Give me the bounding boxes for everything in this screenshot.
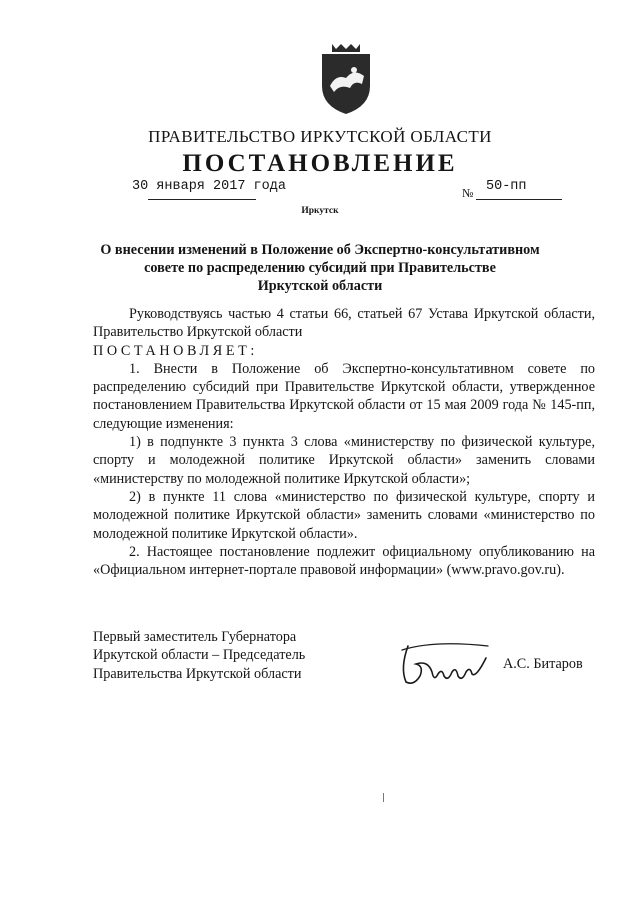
number-sign: № bbox=[462, 186, 474, 200]
number-underline bbox=[476, 199, 562, 200]
date-underline bbox=[148, 199, 256, 200]
decree-number: 50-пп bbox=[486, 179, 527, 194]
subitem-paragraph: 2) в пункте 11 слова «министерство по физической культуре, спорту и молодежной политике Иркутской области» заменить словами «министерство по молодежной политике Иркутской области». bbox=[93, 488, 595, 542]
decree-subject bbox=[96, 241, 544, 295]
city-name: Иркутск bbox=[301, 206, 339, 216]
position-line: Правительства Иркутской области bbox=[93, 665, 302, 682]
subject-line: совете по распределению субсидий при Правительстве bbox=[144, 260, 496, 276]
position-line: Иркутской области – Председатель bbox=[93, 647, 306, 664]
decree-body bbox=[93, 305, 595, 579]
government-name: ПРАВИТЕЛЬСТВО ИРКУТСКОЙ ОБЛАСТИ bbox=[148, 127, 492, 146]
signer-position bbox=[93, 628, 305, 683]
signer-name: А.С. Битаров bbox=[503, 656, 583, 672]
subject-line: О внесении изменений в Положение об Экспертно-консультативном bbox=[100, 242, 540, 258]
subject-line: Иркутской области bbox=[257, 278, 383, 294]
handwritten-signature-icon bbox=[394, 638, 490, 688]
position-line: Первый заместитель Губернатора bbox=[93, 629, 297, 645]
document-type: ПОСТАНОВЛЕНИЕ bbox=[182, 150, 458, 177]
irkutsk-coat-of-arms-icon bbox=[318, 40, 374, 116]
decree-date: 30 января 2017 года bbox=[132, 179, 286, 194]
scan-speck bbox=[383, 793, 384, 802]
decrees-word: ПОСТАНОВЛЯЕТ: bbox=[93, 342, 258, 359]
item-paragraph: 2. Настоящее постановление подлежит официальному опубликованию на «Официальном интернет-портале правовой информации» (www.pravo.gov.ru). bbox=[93, 543, 595, 579]
preamble-paragraph: Руководствуясь частью 4 статьи 66, статьей 67 Устава Иркутской области, Правительство Иркутской области bbox=[93, 306, 595, 341]
subitem-paragraph: 1) в подпункте 3 пункта 3 слова «министерству по физической культуре, спорту и молодежной политике Иркутской области» заменить словами «министерству по молодежной политике Иркутской области»; bbox=[93, 434, 595, 487]
item-paragraph: 1. Внести в Положение об Экспертно-консультативном совете по распределению субсидий при Правительстве Иркутской области, утвержденное постановлением Правительства Иркутской области от 15 мая 2009 года № 145-пп, следующие изменения: bbox=[93, 360, 595, 432]
